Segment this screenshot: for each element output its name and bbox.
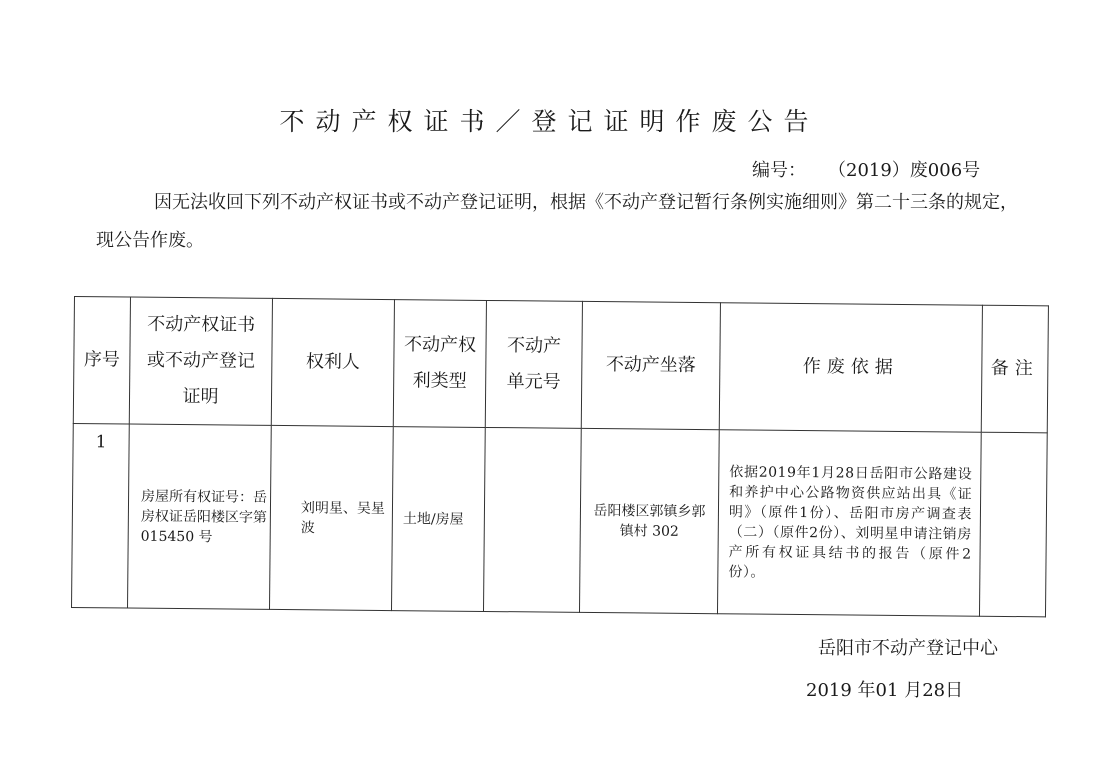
- header-holder: 权利人: [271, 298, 394, 426]
- header-location: 不动产坐落: [581, 301, 720, 429]
- issue-date: [806, 676, 963, 702]
- announcement-paragraph: 因无法收回下列不动产权证书或不动产登记证明，根据《不动产登记暂行条例实施细则》第二十三条的规定，现公告作废。: [96, 192, 1018, 251]
- header-unit-number: 不动产单元号: [485, 300, 582, 428]
- header-basis: 作废依据: [719, 303, 982, 433]
- header-certificate: 不动产权证书或不动产登记证明: [129, 297, 272, 425]
- cell-certificate: 房屋所有权证号：岳房权证岳阳楼区字第 015450 号: [128, 424, 272, 609]
- cell-unit-number: [483, 427, 581, 612]
- document-number-value: （2019）废006号: [828, 160, 981, 181]
- table-row: [72, 423, 1048, 616]
- date-day-unit: 日: [945, 680, 964, 701]
- date-day: 28: [922, 680, 946, 701]
- date-month-unit: 月: [904, 680, 923, 701]
- header-remarks: 备注: [981, 305, 1048, 433]
- document-number: [752, 156, 980, 182]
- cell-remarks: [979, 432, 1047, 617]
- cell-basis: 依据2019年1月28日岳阳市公路建设和养护中心公路物资供应站出具《证明》（原件1份）、岳阳市房产调查表（二）（原件2份）、刘明星申请注销房产所有权证具结书的报告（原件2份）。: [717, 430, 981, 617]
- issuing-organization: 岳阳市不动产登记中心: [818, 638, 998, 659]
- header-right-type: 不动产权利类型: [393, 300, 486, 428]
- cell-location: 岳阳楼区郭镇乡郭镇村 302: [579, 428, 719, 613]
- date-year: 2019: [806, 680, 852, 701]
- cell-holder: 刘明星、吴星波: [270, 425, 394, 610]
- cell-seq: 1: [72, 423, 130, 608]
- date-year-unit: 年: [857, 680, 876, 701]
- date-month: 01: [875, 680, 899, 701]
- page-title: 不动产权证书／登记证明作废公告: [279, 107, 820, 136]
- table-header-row: [73, 297, 1048, 433]
- cell-right-type: 土地/房屋: [391, 427, 485, 612]
- void-certificate-table: [71, 296, 1049, 617]
- document-number-label: 编号：: [752, 160, 806, 181]
- header-seq: 序号: [73, 297, 130, 425]
